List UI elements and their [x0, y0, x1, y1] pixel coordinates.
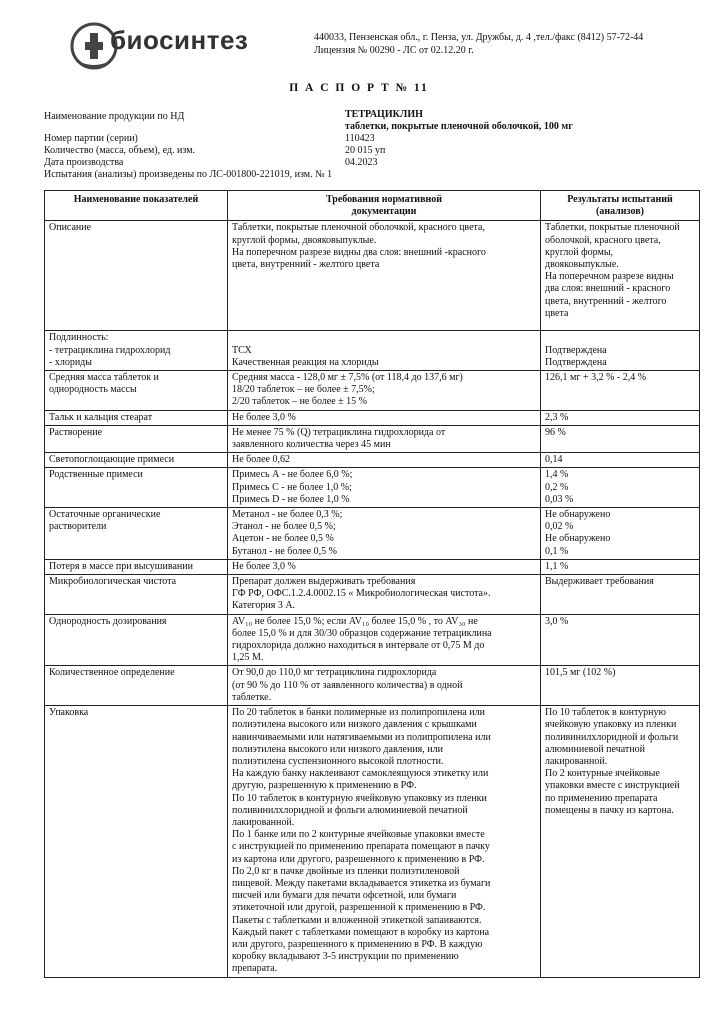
- table-row: [45, 508, 700, 560]
- qty-value: 20 015 уп: [345, 145, 386, 156]
- results-table: [44, 190, 700, 978]
- table-row: [45, 331, 700, 371]
- table-row: [45, 410, 700, 425]
- row-name: Упаковка: [45, 706, 228, 977]
- row-result: По 10 таблеток в контурную ячейковую упаковку из пленки поливинилхлоридной и фольги алюминиевой печатной лакированной. По 2 контурные ячейковые упаковки вместе с инструкцией по применению препарата помещены в пачку из картона.: [541, 706, 700, 977]
- table-row: [45, 425, 700, 452]
- row-name: Количественное определение: [45, 666, 228, 706]
- row-requirement: Препарат должен выдерживать требования ГФ РФ, ОФС.1.2.4.0002.15 « Микробиологическая чистота». Категория 3 А.: [228, 575, 541, 615]
- row-result: 1,4 % 0,2 % 0,03 %: [541, 468, 700, 508]
- header-requirements: Требования нормативной документации: [228, 191, 541, 221]
- table-row: [45, 706, 700, 977]
- row-name: Описание: [45, 221, 228, 331]
- row-result: Выдерживает требования: [541, 575, 700, 615]
- company-address: 440033, Пензенская обл., г. Пенза, ул. Дружбы, д. 4 ,тел./факс (8412) 57-72-44: [314, 32, 644, 43]
- row-requirement: AV₁₀ не более 15,0 %; если AV₁₀ более 15,0 % , то AV₃₀ не более 15,0 % и для 30/30 образцов содержание тетрациклина гидрохлорида должно находиться в интервале от 0,75 М до 1,25 М.: [228, 614, 541, 666]
- table-row: [45, 371, 700, 411]
- table-row: [45, 575, 700, 615]
- table-row: [45, 221, 700, 331]
- date-label: Дата производства: [44, 157, 124, 168]
- row-requirement: Таблетки, покрытые пленочной оболочкой, красного цвета, круглой формы, двояковыпуклые. На поперечном разрезе видны два слоя: внешний -красного цвета, внутренний - желтого цвета: [228, 221, 541, 331]
- row-result: 0,14: [541, 453, 700, 468]
- row-requirement: Не более 3,0 %: [228, 559, 541, 574]
- company-license: Лицензия № 00290 - ЛС от 02.12.20 г.: [314, 45, 474, 56]
- row-requirement: Примесь А - не более 6,0 %; Примесь С - не более 1,0 %; Примесь D - не более 1,0 %: [228, 468, 541, 508]
- row-requirement: Не более 3,0 %: [228, 410, 541, 425]
- row-requirement: По 20 таблеток в банки полимерные из полипропилена или полиэтилена высокого или низкого давления с крышками навинчиваемыми или натягиваемыми из полипропилена или полиэтилена высокого или низкого давления, или полиэтилена суспензионного высокой плотности. На каждую банку наклеивают самоклеящуюся этикетку или другую, разрешенную к применению в РФ. По 10 таблеток в контурную ячейковую упаковку из пленки поливинилхлоридной и фольги алюминиевой печатной лакированной. По 1 банке или по 2 контурные ячейковые упаковки вместе с инструкцией по применению препарата помещают в пачку из картона или другого, разрешенного к применению в РФ. По 2,0 кг в пачке двойные из пленки полиэтиленовой пищевой. Между пакетами вкладывается этикетка из бумаги писчей или бумаги для печати офсетной, или бумаги этикеточной или другой, разрешенной к применению в РФ. Пакеты с таблетками и вложенной этикеткой запаиваются. Каждый пакет с таблетками помещают в коробку из картона или другого, разрешенного к применению в РФ. В каждую коробку вкладывают 3-5 инструкции по применению препарата.: [228, 706, 541, 977]
- row-requirement: Средняя масса - 128,0 мг ± 7,5% (от 118,4 до 137,6 мг) 18/20 таблеток – не более ± 7,5%; 2/20 таблеток – не более ± 15 %: [228, 371, 541, 411]
- product-form: таблетки, покрытые пленочной оболочкой, 100 мг: [345, 121, 573, 132]
- table-row: [45, 614, 700, 666]
- row-name: Растворение: [45, 425, 228, 452]
- row-requirement: ТСХ Качественная реакция на хлориды: [228, 331, 541, 371]
- row-name: Остаточные органические растворители: [45, 508, 228, 560]
- row-result: 2,3 %: [541, 410, 700, 425]
- company-logo-text: биосинтез: [110, 25, 249, 55]
- row-name: Подлинность: - тетрациклина гидрохлорид - хлориды: [45, 331, 228, 371]
- batch-value: 110423: [345, 133, 375, 144]
- row-name: Однородность дозирования: [45, 614, 228, 666]
- row-result: 1,1 %: [541, 559, 700, 574]
- header-results: Результаты испытаний (анализов): [541, 191, 700, 221]
- row-requirement: Не более 0,62: [228, 453, 541, 468]
- row-result: Не обнаружено 0,02 % Не обнаружено 0,1 %: [541, 508, 700, 560]
- product-name: ТЕТРАЦИКЛИН: [345, 109, 423, 120]
- row-requirement: Метанол - не более 0,3 %; Этанол - не более 0,5 %; Ацетон - не более 0,5 % Бутанол - не более 0,5 %: [228, 508, 541, 560]
- qty-label: Количество (масса, объем), ед. изм.: [44, 145, 196, 156]
- row-result: 3,0 %: [541, 614, 700, 666]
- row-result: 101,5 мг (102 %): [541, 666, 700, 706]
- row-name: Средняя масса таблеток и однородность массы: [45, 371, 228, 411]
- table-header-row: [45, 191, 700, 221]
- row-name: Светопоглощающие примеси: [45, 453, 228, 468]
- table-row: [45, 453, 700, 468]
- row-result: Таблетки, покрытые пленочной оболочкой, красного цвета, круглой формы, двояковыпуклые. На поперечном разрезе видны два слоя: внешний - красного цвета, внутренний - желтого цвета: [541, 221, 700, 331]
- product-label: Наименование продукции по НД: [44, 111, 185, 122]
- table-row: [45, 559, 700, 574]
- row-result: 96 %: [541, 425, 700, 452]
- passport-title: П А С П О Р Т № 11: [289, 82, 429, 94]
- row-requirement: Не менее 75 % (Q) тетрациклина гидрохлорида от заявленного количества через 45 мин: [228, 425, 541, 452]
- row-name: Микробиологическая чистота: [45, 575, 228, 615]
- tests-line: Испытания (анализы) произведены по ЛС-001800-221019, изм. № 1: [44, 169, 333, 180]
- batch-label: Номер партии (серии): [44, 133, 138, 144]
- row-requirement: От 90,0 до 110,0 мг тетрациклина гидрохлорида (от 90 % до 110 % от заявленного количества) в одной таблетке.: [228, 666, 541, 706]
- row-name: Потеря в массе при высушивании: [45, 559, 228, 574]
- row-result: Подтверждена Подтверждена: [541, 331, 700, 371]
- row-result: 126,1 мг + 3,2 % - 2,4 %: [541, 371, 700, 411]
- row-name: Тальк и кальция стеарат: [45, 410, 228, 425]
- date-value: 04.2023: [345, 157, 378, 168]
- header-name: Наименование показателей: [45, 191, 228, 221]
- table-row: [45, 666, 700, 706]
- row-name: Родственные примеси: [45, 468, 228, 508]
- table-row: [45, 468, 700, 508]
